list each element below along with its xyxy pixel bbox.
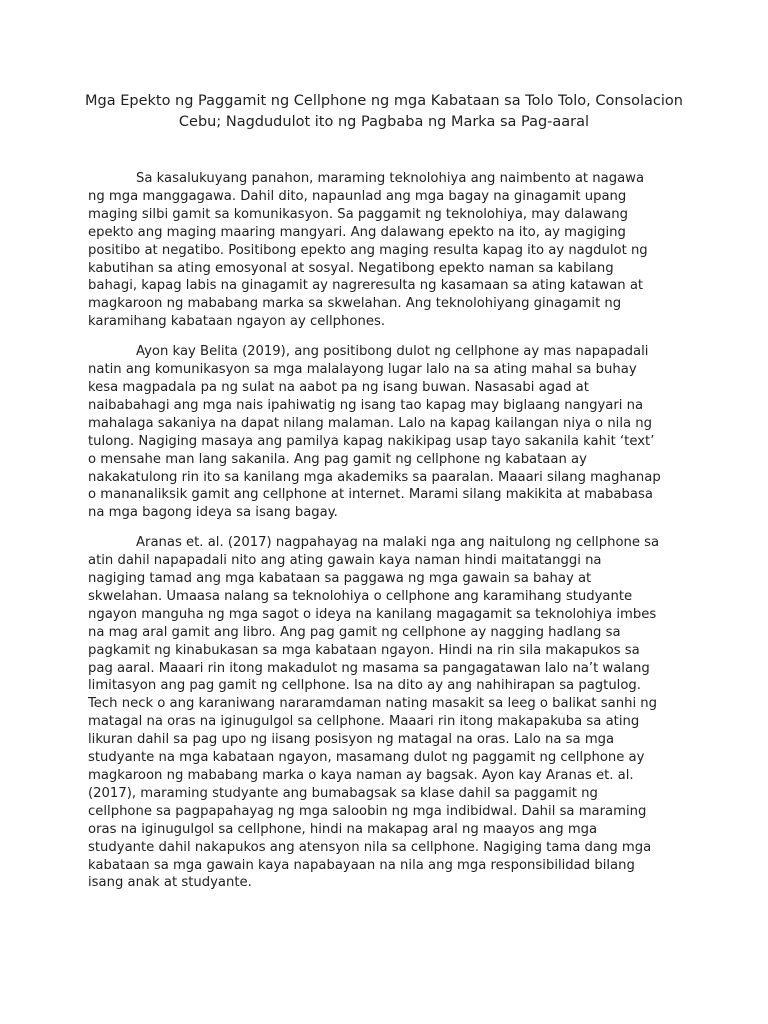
title-line: Cebu; Nagdudulot ito ng Pagbaba ng Marka sa Pag-aaral	[178, 114, 590, 130]
paragraph-line: atin dahil napapadali nito ang ating gawain kaya naman hindi maitatanggi na	[88, 553, 602, 569]
paragraph-line: skwelahan. Umaasa nalang sa teknolohiya o cellphone ang karamihang studyante	[88, 588, 633, 604]
paragraph-3	[88, 534, 686, 892]
paragraph-line: Sa kasalukuyang panahon, maraming teknolohiya ang naimbento at nagawa	[136, 171, 645, 186]
document-title	[70, 91, 698, 133]
paragraph-line: bahagi, kapag labis na ginagamit ay nagreresulta ng kasamaan sa ating katawan at	[88, 278, 644, 294]
paragraph-line: o mananaliksik gamit ang cellphone at internet. Marami silang makikita at mababasa	[88, 487, 653, 503]
paragraph-line: likuran dahil sa pag upo ng iisang posisyon ng matagal na oras. Lalo na sa mga	[88, 732, 615, 748]
paragraph-line: studyante dahil nakapukos ang atensyon nila sa cellphone. Nagiging tama dang mga	[88, 839, 652, 855]
paragraph-line: ngayon manguha ng mga sagot o ideya na kanilang magagamit sa teknolohiya imbes	[88, 606, 657, 622]
paragraph-line: positibo at negatibo. Positibong epekto ang maging resulta kapag ito ay nagdulot ng	[88, 242, 648, 258]
paragraph-line: cellphone sa pagpapahayag ng mga saloobin ng mga indibidwal. Dahil sa maraming	[88, 803, 647, 819]
paragraph-line: isang anak at studyante.	[88, 875, 252, 891]
paragraph-line: Ayon kay Belita (2019), ang positibong dulot ng cellphone ay mas napapadali	[136, 344, 649, 360]
paragraph-line: magkaroon ng mababang marka o kaya naman ay bagsak. Ayon kay Aranas et. al.	[88, 768, 634, 783]
paragraph-line: epekto ang maging maaring mangyari. Ang dalawang epekto na ito, ay magiging	[88, 224, 626, 240]
paragraph-line: maging silbi gamit sa komunikasyon. Sa paggamit ng teknolohiya, may dalawang	[88, 206, 629, 222]
paragraph-line: limitasyon ang pag gamit ng cellphone. Isa na dito ay ang nahihirapan sa pagtulog.	[88, 678, 641, 694]
paragraph-2	[88, 343, 686, 522]
paragraph-line: naibabahagi ang mga nais ipahiwatig ng isang tao kapag may biglaang nangyari na	[88, 397, 644, 413]
paragraph-line: Aranas et. al. (2017) nagpahayag na malaki nga ang naitulong ng cellphone sa	[136, 535, 660, 551]
paragraph-line: na mag aral gamit ang libro. Ang pag gamit ng cellphone ay nagging hadlang sa	[88, 624, 621, 640]
paragraph-line: na mga bagong ideya sa isang bagay.	[88, 505, 338, 521]
paragraph-1	[88, 170, 686, 331]
paragraph-line: (2017), maraming studyante ang bumabagsak sa klase dahil sa paggamit ng	[88, 785, 598, 801]
paragraph-line: karamihang kabataan ngayon ay cellphones.	[88, 314, 386, 330]
paragraph-line: pag aaral. Maaari rin itong makadulot ng masama sa pangagatawan lalo na’t walang	[88, 660, 650, 676]
paragraph-line: kesa magpadala pa ng sulat na aabot pa ng isang buwan. Nasasabi agad at	[88, 379, 589, 395]
paragraph-line: oras na iginugulgol sa cellphone, hindi na makapag aral ng maayos ang mga	[88, 821, 598, 837]
paragraph-line: magkaroon ng mababang marka sa skwelahan. Ang teknolohiyang ginagamit ng	[88, 296, 622, 312]
paragraph-line: studyante na mga kabataan ngayon, masamang dulot ng paggamit ng cellphone ay	[88, 750, 645, 766]
paragraph-line: natin ang komunikasyon sa mga malalayong lugar lalo na sa ating mahal sa buhay	[88, 362, 637, 378]
paragraph-line: matagal na oras na iginugulgol sa cellphone. Maaari rin itong makapakuba sa ating	[88, 714, 640, 730]
paragraph-line: pagkamit ng kinabukasan sa mga kabataan ngayon. Hindi na rin sila makapukos sa	[88, 642, 640, 658]
title-line: Mga Epekto ng Paggamit ng Cellphone ng mga Kabataan sa Tolo Tolo, Consolacion	[85, 93, 683, 109]
document-body	[88, 170, 686, 904]
paragraph-line: kabataan sa mga gawain kaya napabayaan na nila ang mga responsibilidad bilang	[88, 857, 635, 873]
paragraph-line: ng mga manggagawa. Dahil dito, napaunlad ang mga bagay na ginagamit upang	[88, 188, 627, 204]
paragraph-line: nakakatulong rin ito sa kanilang mga akademiks sa paaralan. Maaari silang maghanap	[88, 469, 661, 485]
paragraph-line: tulong. Nagiging masaya ang pamilya kapag nakikipag usap tayo sakanila kahit ‘text’	[88, 433, 655, 449]
paragraph-line: mahalaga sakaniya na dapat nilang malaman. Lalo na kapag kailangan niya o nila ng	[88, 415, 653, 431]
paragraph-line: Tech neck o ang karaniwang nararamdaman nating masakit sa leeg o balikat sanhi ng	[88, 696, 658, 712]
paragraph-line: o mensahe man lang sakanila. Ang pag gamit ng cellphone ng kabataan ay	[88, 451, 587, 467]
paragraph-line: kabutihan sa ating emosyonal at sosyal. Negatibong epekto naman sa kabilang	[88, 260, 614, 276]
paragraph-line: nagiging tamad ang mga kabataan sa paggawa ng mga gawain sa bahay at	[88, 571, 592, 587]
